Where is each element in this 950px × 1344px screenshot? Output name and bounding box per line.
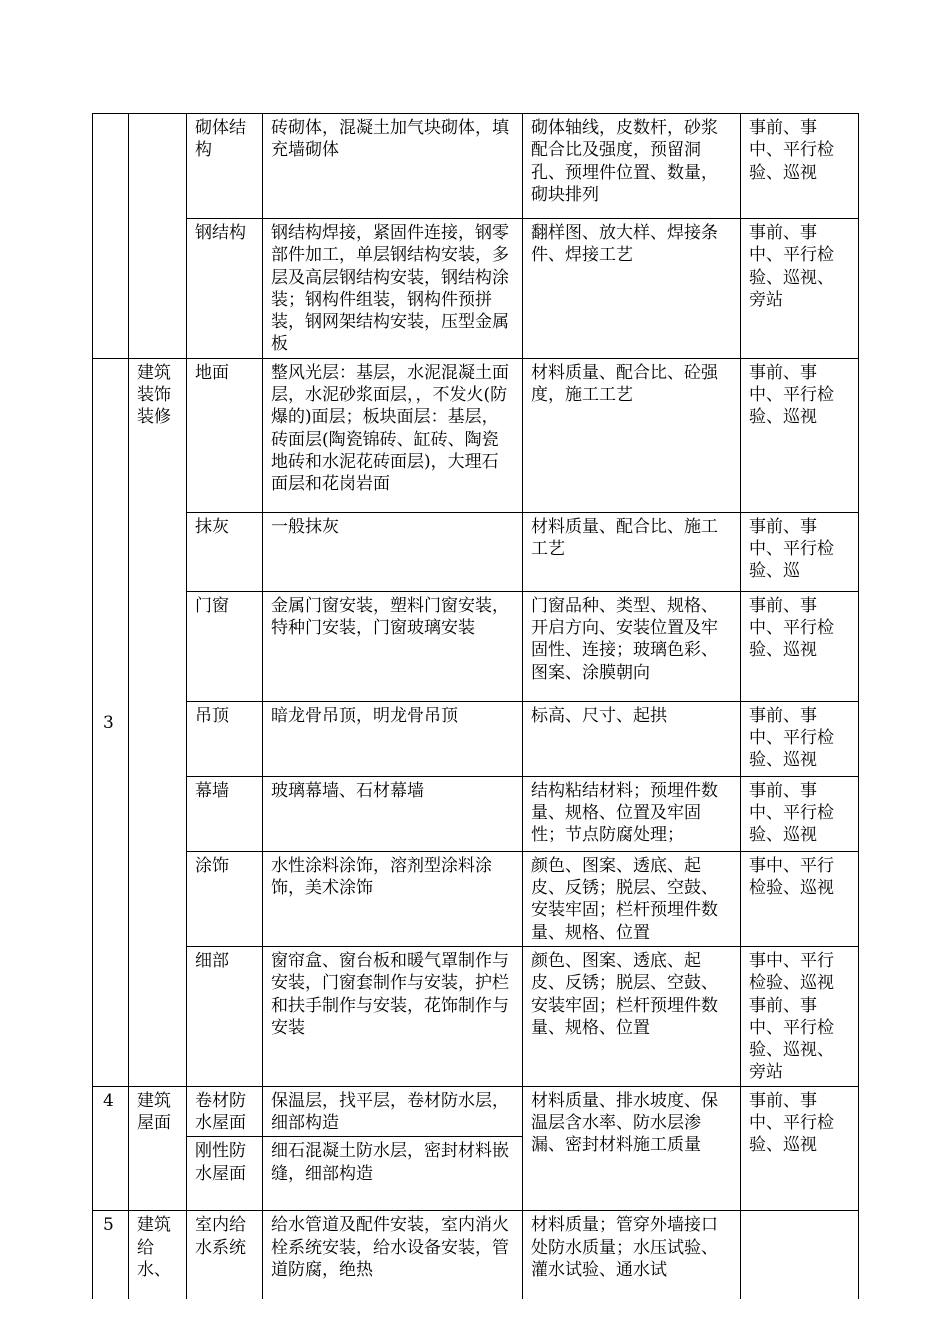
content-cell: 一般抹灰 [263,512,523,591]
control-points-cell: 颜色、图案、透底、起皮、反锈；脱层、空鼓、安装牢固；栏杆预埋件数量、规格、位置 [523,946,741,1086]
table-row [93,358,859,512]
content-cell: 金属门窗安装，塑料门窗安装，特种门安装，门窗玻璃安装 [263,591,523,701]
control-points-cell: 标高、尺寸、起拱 [523,701,741,776]
method-cell: 事前、事中、平行检验、巡视 [741,358,859,512]
table-row [93,219,859,359]
control-points-cell: 材料质量；管穿外墙接口处防水质量；水压试验、灌水试验、通水试 [523,1211,741,1299]
item-cell: 卷材防水屋面 [187,1086,263,1137]
item-cell: 涂饰 [187,851,263,946]
table-row [93,1086,859,1137]
table-row [93,1211,859,1299]
table-row [93,946,859,1086]
method-cell: 事前、事中、平行检验、巡视 [741,114,859,219]
method-cell [741,1211,859,1299]
control-points-cell: 门窗品种、类型、规格、开启方向、安装位置及牢固性、连接；玻璃色彩、图案、涂膜朝向 [523,591,741,701]
row-number-cell: 5 [93,1211,129,1299]
row-number-cell: 3 [93,358,129,1086]
item-cell: 室内给水系统 [187,1211,263,1299]
category-cell: 建筑给水、 [129,1211,187,1299]
method-cell: 事前、事中、平行检验、巡 [741,512,859,591]
content-cell: 细石混凝土防水层，密封材料嵌缝，细部构造 [263,1137,523,1211]
control-points-cell: 结构粘结材料；预埋件数量、规格、位置及牢固性；节点防腐处理； [523,776,741,851]
control-points-cell: 颜色、图案、透底、起皮、反锈；脱层、空鼓、安装牢固；栏杆预埋件数量、规格、位置 [523,851,741,946]
content-cell: 暗龙骨吊顶，明龙骨吊顶 [263,701,523,776]
content-cell: 玻璃幕墙、石材幕墙 [263,776,523,851]
method-cell: 事中、平行检验、巡视事前、事中、平行检验、巡视、旁站 [741,946,859,1086]
item-cell: 门窗 [187,591,263,701]
control-points-cell: 材料质量、配合比、砼强度，施工工艺 [523,358,741,512]
method-cell: 事前、事中、平行检验、巡视 [741,591,859,701]
item-cell: 刚性防水屋面 [187,1137,263,1211]
table-row [93,591,859,701]
method-cell: 事前、事中、平行检验、巡视、旁站 [741,219,859,359]
category-cell: 建筑装饰装修 [129,358,187,1086]
content-cell: 给水管道及配件安装，室内消火栓系统安装，给水设备安装，管道防腐，绝热 [263,1211,523,1299]
item-cell: 细部 [187,946,263,1086]
control-points-cell: 砌体轴线，皮数杆，砂浆配合比及强度，预留洞孔、预埋件位置、数量，砌块排列 [523,114,741,219]
content-cell: 整风光层：基层，水泥混凝土面层，水泥砂浆面层，，不发火(防爆的)面层；板块面层：基层，砖面层(陶瓷锦砖、缸砖、陶瓷地砖和水泥花砖面层)，大理石面层和花岗岩面 [263,358,523,512]
content-cell: 水性涂料涂饰，溶剂型涂料涂饰，美术涂饰 [263,851,523,946]
inspection-table [92,113,859,1299]
method-cell: 事前、事中、平行检验、巡视 [741,701,859,776]
item-cell: 砌体结构 [187,114,263,219]
item-cell: 钢结构 [187,219,263,359]
control-points-cell: 材料质量、排水坡度、保温层含水率、防水层渗漏、密封材料施工质量 [523,1086,741,1211]
item-cell: 幕墙 [187,776,263,851]
category-cell: 建筑屋面 [129,1086,187,1211]
control-points-cell: 材料质量、配合比、施工工艺 [523,512,741,591]
row-number-cell [93,114,129,359]
table-row [93,701,859,776]
table-row [93,851,859,946]
content-cell: 砖砌体，混凝土加气块砌体，填充墙砌体 [263,114,523,219]
content-cell: 钢结构焊接，紧固件连接，钢零部件加工，单层钢结构安装，多层及高层钢结构安装，钢结构涂装；钢构件组装，钢构件预拼装，钢网架结构安装，压型金属板 [263,219,523,359]
method-cell: 事中、平行检验、巡视 [741,851,859,946]
item-cell: 地面 [187,358,263,512]
control-points-cell: 翻样图、放大样、焊接条件、焊接工艺 [523,219,741,359]
content-cell: 保温层，找平层，卷材防水层，细部构造 [263,1086,523,1137]
item-cell: 抹灰 [187,512,263,591]
table-row [93,114,859,219]
category-cell [129,114,187,359]
table-row [93,512,859,591]
method-cell: 事前、事中、平行检验、巡视 [741,776,859,851]
row-number-cell: 4 [93,1086,129,1211]
content-cell: 窗帘盒、窗台板和暖气罩制作与安装，门窗套制作与安装，护栏和扶手制作与安装，花饰制作与安装 [263,946,523,1086]
item-cell: 吊顶 [187,701,263,776]
method-cell: 事前、事中、平行检验、巡视 [741,1086,859,1211]
table-row [93,776,859,851]
